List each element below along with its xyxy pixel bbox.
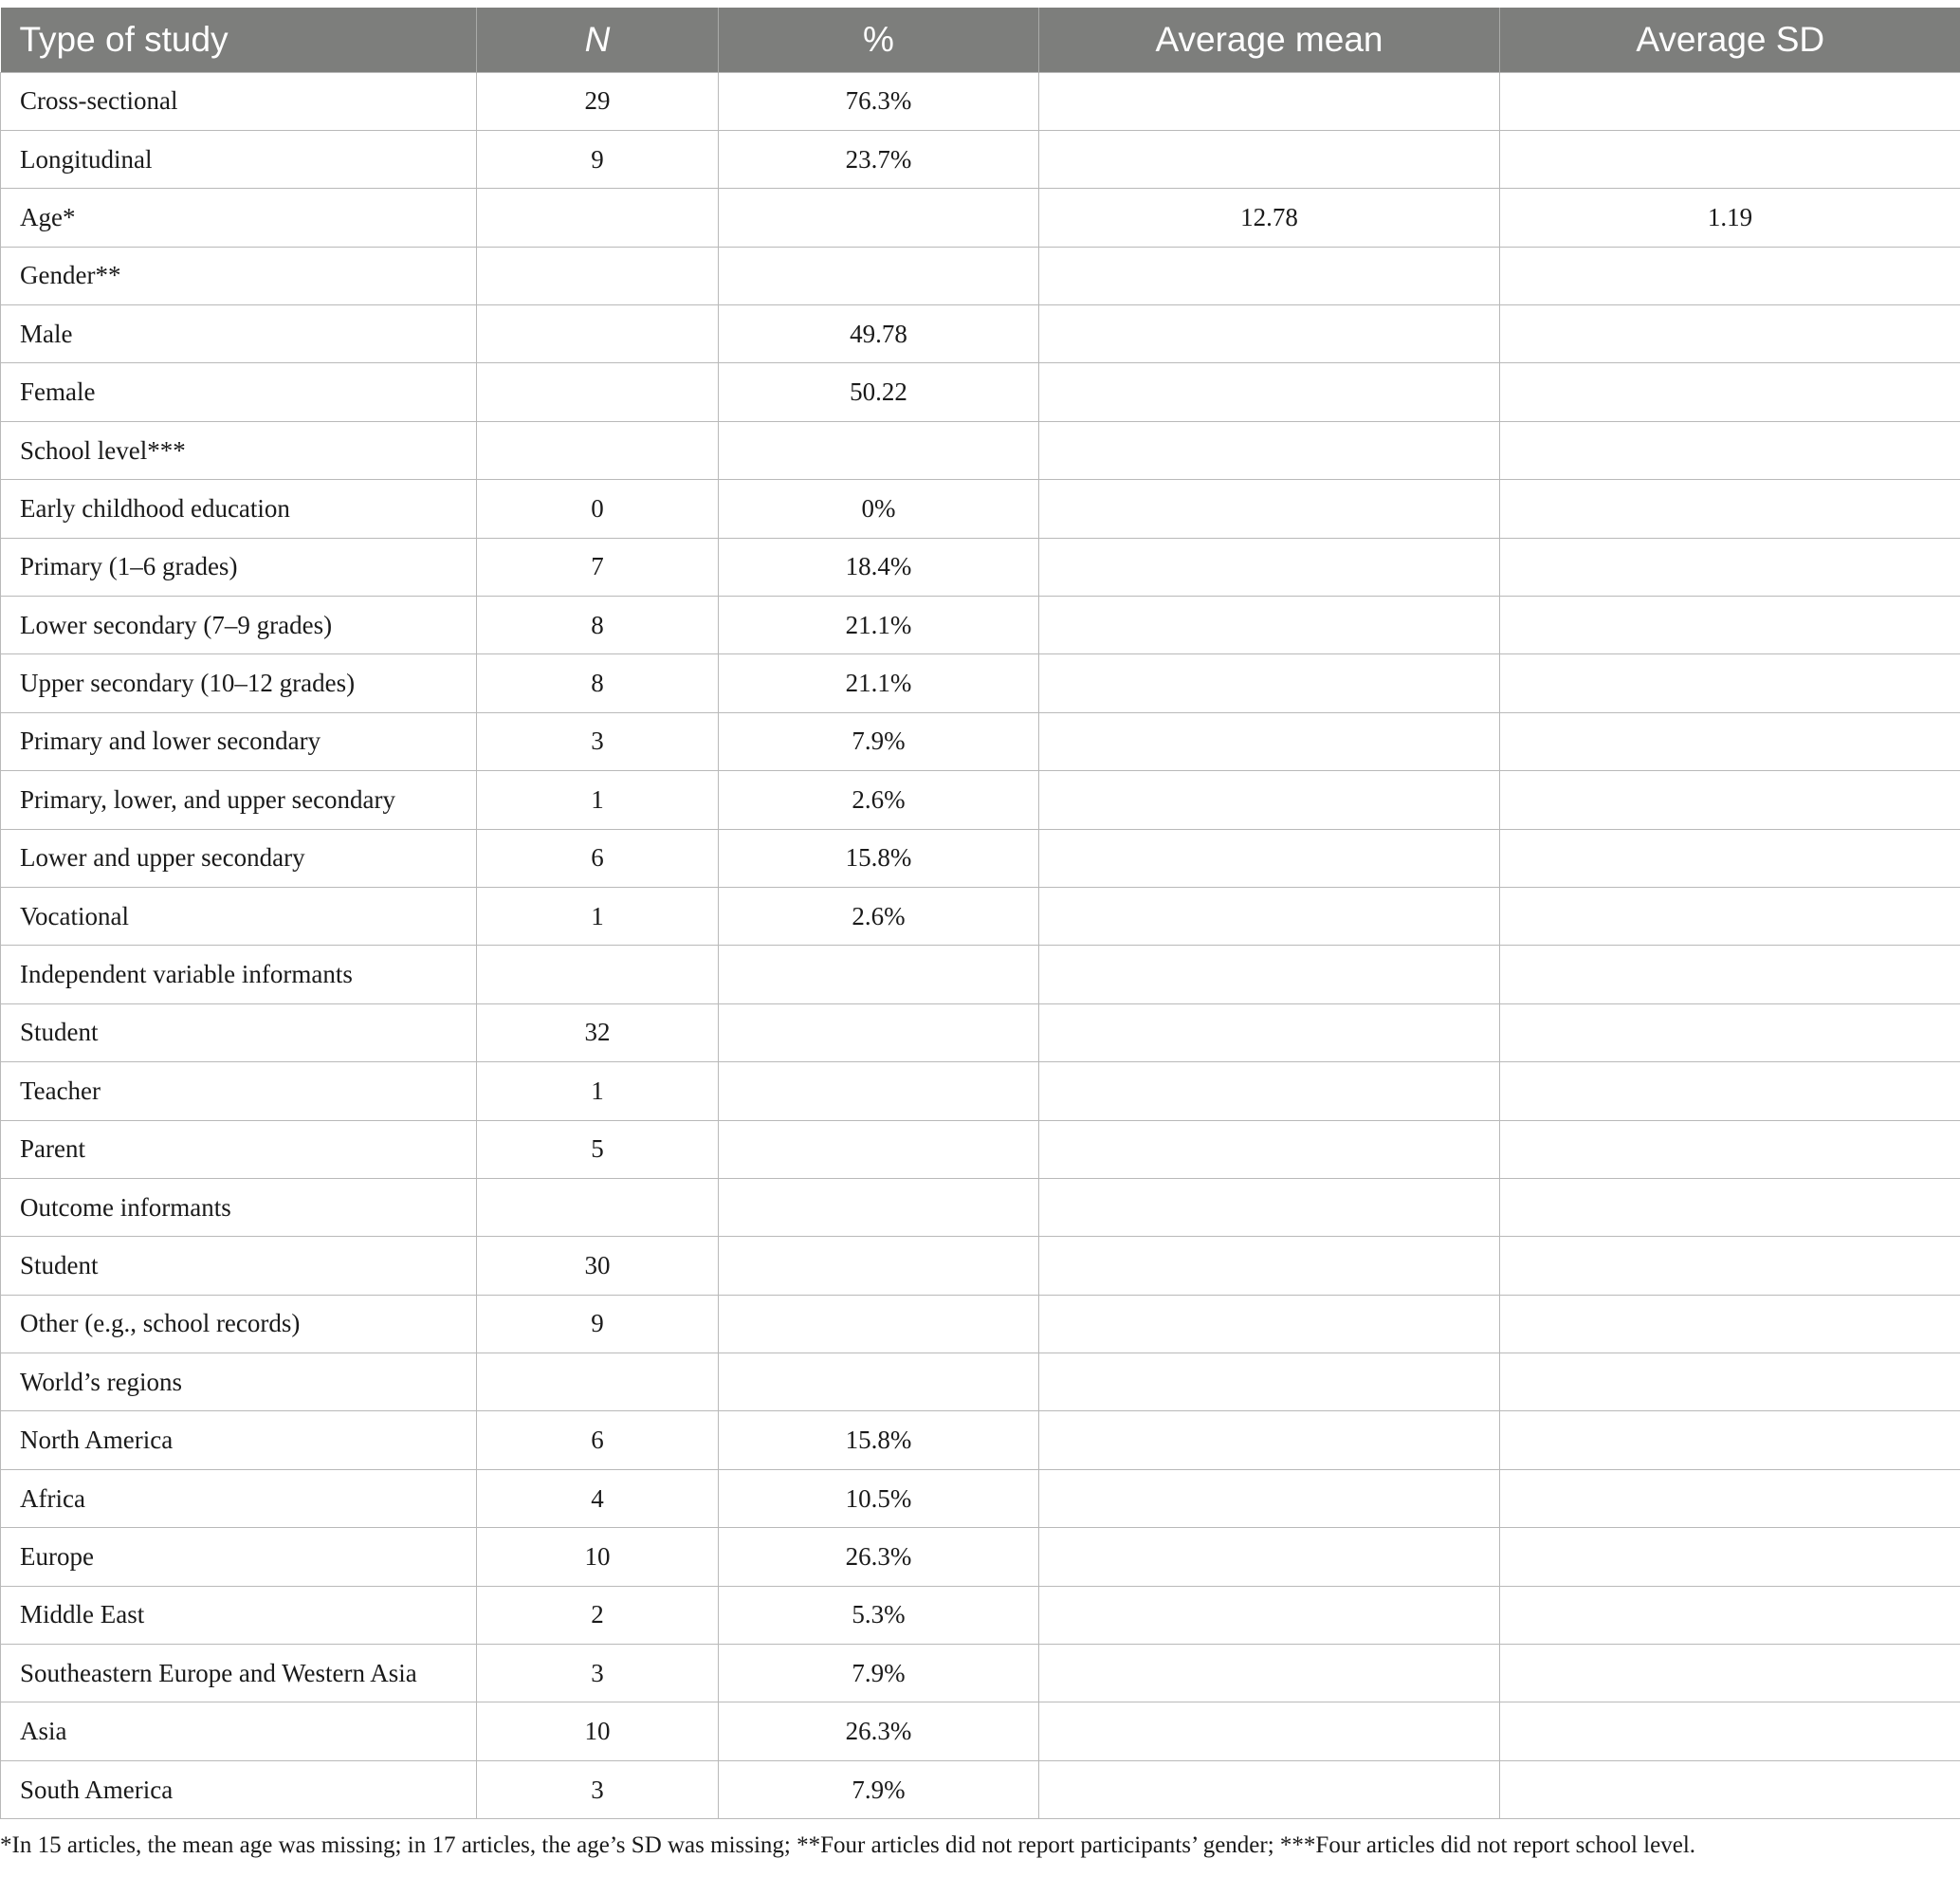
cell-average-mean [1039,1237,1500,1295]
cell-average-sd [1500,597,1960,654]
cell-percent: 7.9% [719,1760,1039,1818]
table-row [1,1760,1960,1818]
cell-percent [719,1120,1039,1178]
table-row [1,1469,1960,1527]
table-header [1,8,1960,72]
cell-average-mean [1039,712,1500,770]
cell-percent: 21.1% [719,654,1039,712]
cell-average-sd [1500,421,1960,479]
cell-n: 5 [477,1120,719,1178]
cell-average-mean [1039,72,1500,130]
cell-average-mean [1039,538,1500,596]
row-label: Upper secondary (10–12 grades) [1,654,477,712]
cell-average-mean [1039,1178,1500,1236]
row-label: Gender** [1,247,477,304]
cell-n: 29 [477,72,719,130]
row-label: Early childhood education [1,480,477,538]
cell-average-sd [1500,654,1960,712]
cell-average-mean [1039,421,1500,479]
cell-average-mean [1039,1120,1500,1178]
cell-average-sd [1500,1353,1960,1411]
cell-n: 7 [477,538,719,596]
table-body [1,72,1960,1819]
table-row [1,597,1960,654]
cell-n: 1 [477,1062,719,1120]
cell-percent: 21.1% [719,597,1039,654]
cell-n: 0 [477,480,719,538]
cell-percent [719,247,1039,304]
cell-percent: 5.3% [719,1586,1039,1644]
cell-percent: 7.9% [719,1645,1039,1702]
cell-average-sd [1500,363,1960,421]
cell-n: 8 [477,654,719,712]
row-label: Age* [1,189,477,247]
cell-n: 4 [477,1469,719,1527]
table-row [1,247,1960,304]
row-label: North America [1,1411,477,1469]
table-row [1,1411,1960,1469]
cell-percent: 18.4% [719,538,1039,596]
cell-percent: 26.3% [719,1702,1039,1760]
cell-n: 10 [477,1702,719,1760]
table-row [1,1120,1960,1178]
cell-average-mean [1039,771,1500,829]
table-row [1,72,1960,130]
cell-percent: 0% [719,480,1039,538]
cell-average-sd [1500,829,1960,887]
cell-average-mean [1039,247,1500,304]
cell-average-mean [1039,1760,1500,1818]
row-label: Male [1,305,477,363]
cell-average-sd [1500,1702,1960,1760]
row-label: Independent variable informants [1,946,477,1003]
cell-percent [719,1295,1039,1353]
row-label: Outcome informants [1,1178,477,1236]
cell-percent [719,1062,1039,1120]
cell-n: 30 [477,1237,719,1295]
cell-n: 10 [477,1528,719,1586]
row-label: Teacher [1,1062,477,1120]
table-row [1,1702,1960,1760]
cell-average-mean [1039,305,1500,363]
row-label: Longitudinal [1,130,477,188]
cell-n [477,305,719,363]
cell-average-mean [1039,597,1500,654]
table-row [1,771,1960,829]
cell-average-sd [1500,1760,1960,1818]
row-label: Lower and upper secondary [1,829,477,887]
row-label: Primary, lower, and upper secondary [1,771,477,829]
cell-average-mean [1039,829,1500,887]
row-label: Cross-sectional [1,72,477,130]
cell-percent [719,1178,1039,1236]
cell-percent: 2.6% [719,887,1039,945]
cell-percent: 26.3% [719,1528,1039,1586]
table-row [1,1062,1960,1120]
row-label: Female [1,363,477,421]
cell-average-mean [1039,1645,1500,1702]
cell-average-sd [1500,887,1960,945]
cell-average-mean [1039,1353,1500,1411]
cell-n [477,247,719,304]
cell-average-sd [1500,946,1960,1003]
table-row [1,1528,1960,1586]
study-characteristics-table [0,8,1960,1819]
cell-percent: 15.8% [719,1411,1039,1469]
cell-average-sd [1500,712,1960,770]
cell-average-mean [1039,363,1500,421]
row-label: Europe [1,1528,477,1586]
table-row [1,712,1960,770]
cell-percent: 10.5% [719,1469,1039,1527]
study-characteristics-table-wrap [0,8,1960,1819]
row-label: Middle East [1,1586,477,1644]
table-row [1,538,1960,596]
row-label: South America [1,1760,477,1818]
cell-percent [719,1237,1039,1295]
cell-average-sd [1500,1120,1960,1178]
row-label: Vocational [1,887,477,945]
cell-average-sd [1500,1586,1960,1644]
cell-percent [719,946,1039,1003]
cell-n: 1 [477,887,719,945]
cell-average-sd [1500,480,1960,538]
cell-average-sd [1500,1469,1960,1527]
cell-average-mean [1039,654,1500,712]
row-label: Primary (1–6 grades) [1,538,477,596]
table-row [1,887,1960,945]
cell-average-sd [1500,1237,1960,1295]
header-percent: % [719,8,1039,72]
cell-average-sd [1500,1178,1960,1236]
cell-average-mean [1039,1702,1500,1760]
table-row [1,1178,1960,1236]
cell-average-mean [1039,130,1500,188]
table-row [1,1586,1960,1644]
row-label: Africa [1,1469,477,1527]
cell-average-sd [1500,771,1960,829]
cell-average-sd [1500,1528,1960,1586]
table-row [1,363,1960,421]
cell-average-sd: 1.19 [1500,189,1960,247]
row-label: Student [1,1237,477,1295]
cell-n [477,421,719,479]
row-label: School level*** [1,421,477,479]
cell-average-mean [1039,1586,1500,1644]
cell-n: 9 [477,1295,719,1353]
cell-n: 6 [477,829,719,887]
cell-percent: 7.9% [719,712,1039,770]
row-label: Student [1,1003,477,1061]
header-type-of-study: Type of study [19,19,229,59]
cell-percent: 49.78 [719,305,1039,363]
cell-n: 9 [477,130,719,188]
table-row [1,305,1960,363]
cell-average-mean [1039,1003,1500,1061]
table-row [1,1353,1960,1411]
table-row [1,1003,1960,1061]
cell-average-sd [1500,1062,1960,1120]
table-row [1,829,1960,887]
cell-average-mean [1039,1411,1500,1469]
table-row [1,130,1960,188]
cell-n: 3 [477,712,719,770]
cell-average-sd [1500,247,1960,304]
cell-average-mean [1039,480,1500,538]
cell-n: 1 [477,771,719,829]
table-row [1,654,1960,712]
cell-n: 32 [477,1003,719,1061]
cell-average-mean [1039,1528,1500,1586]
row-label: Asia [1,1702,477,1760]
cell-n [477,363,719,421]
cell-average-mean [1039,1469,1500,1527]
cell-average-mean [1039,1295,1500,1353]
cell-n: 3 [477,1760,719,1818]
cell-percent [719,189,1039,247]
table-row [1,189,1960,247]
cell-n: 6 [477,1411,719,1469]
cell-n: 2 [477,1586,719,1644]
cell-n [477,1353,719,1411]
cell-n [477,1178,719,1236]
table-row [1,1237,1960,1295]
cell-average-sd [1500,130,1960,188]
row-label: Southeastern Europe and Western Asia [1,1645,477,1702]
row-label: World’s regions [1,1353,477,1411]
cell-n [477,189,719,247]
cell-average-sd [1500,1003,1960,1061]
cell-average-mean [1039,887,1500,945]
cell-percent: 15.8% [719,829,1039,887]
table-row [1,421,1960,479]
table-row [1,480,1960,538]
cell-percent: 2.6% [719,771,1039,829]
cell-average-sd [1500,72,1960,130]
table-row [1,946,1960,1003]
cell-percent [719,421,1039,479]
row-label: Primary and lower secondary [1,712,477,770]
cell-percent: 23.7% [719,130,1039,188]
cell-n: 8 [477,597,719,654]
cell-average-sd [1500,305,1960,363]
row-label: Lower secondary (7–9 grades) [1,597,477,654]
header-average-mean: Average mean [1039,8,1500,72]
cell-average-sd [1500,538,1960,596]
header-n: N [477,8,719,72]
cell-n [477,946,719,1003]
table-row [1,1645,1960,1702]
table-footnote: *In 15 articles, the mean age was missing; in 17 articles, the age’s SD was missing; **Four articles did not report participants’ gender; ***Four articles did not report school level. [0,1832,1696,1858]
cell-percent [719,1353,1039,1411]
header-row [1,8,1960,72]
cell-average-sd [1500,1645,1960,1702]
cell-average-sd [1500,1295,1960,1353]
cell-average-mean [1039,1062,1500,1120]
cell-average-mean: 12.78 [1039,189,1500,247]
cell-percent: 50.22 [719,363,1039,421]
table-row [1,1295,1960,1353]
cell-average-mean [1039,946,1500,1003]
cell-n: 3 [477,1645,719,1702]
header-average-sd: Average SD [1500,8,1960,72]
row-label: Other (e.g., school records) [1,1295,477,1353]
row-label: Parent [1,1120,477,1178]
cell-percent: 76.3% [719,72,1039,130]
cell-percent [719,1003,1039,1061]
cell-average-sd [1500,1411,1960,1469]
